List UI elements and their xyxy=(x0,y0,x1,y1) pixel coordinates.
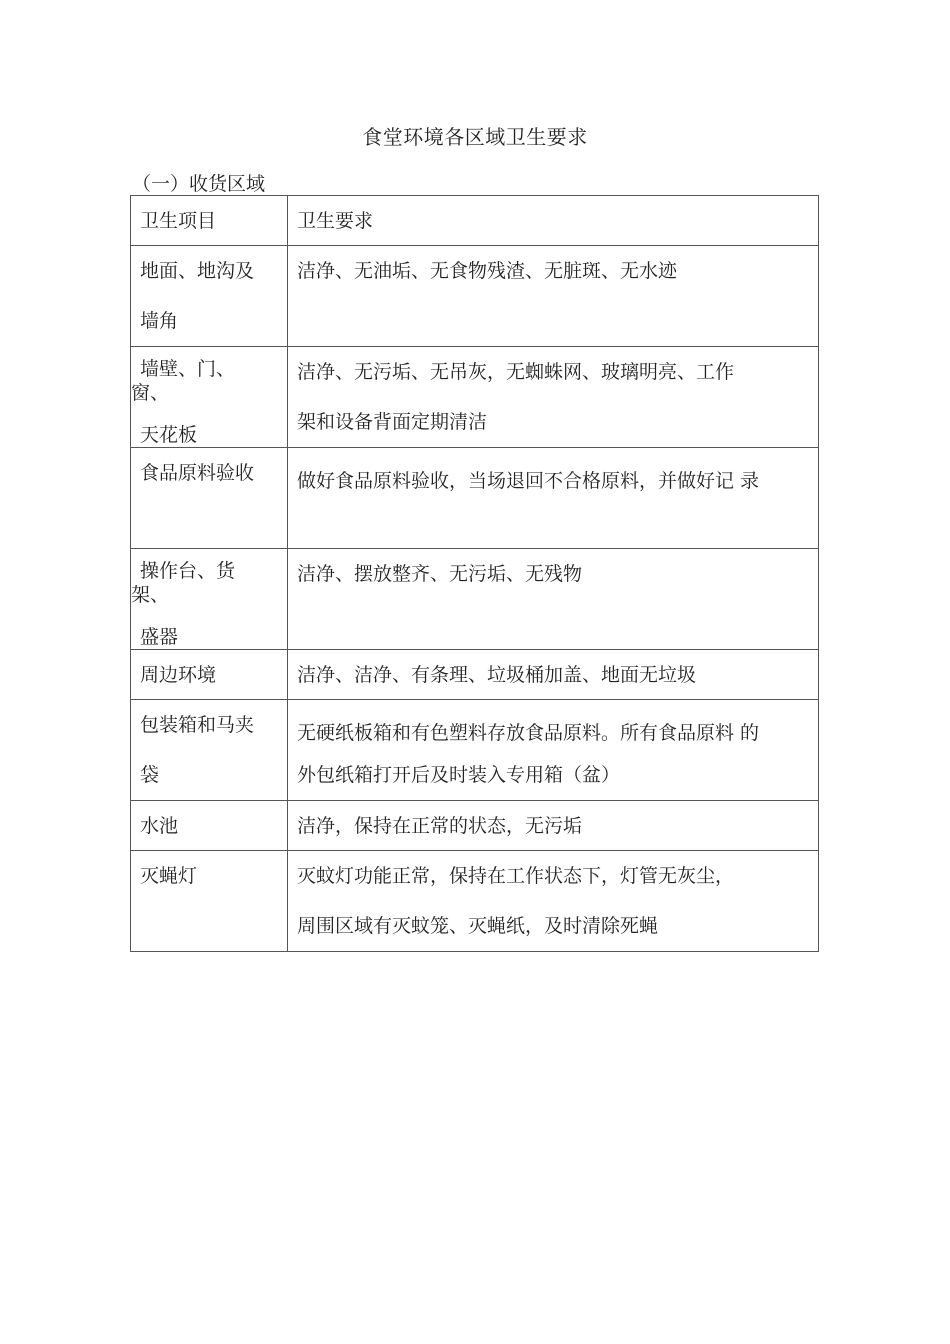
item-text: 盛器 xyxy=(140,626,179,648)
requirement-cell xyxy=(288,448,819,549)
hygiene-requirements-table xyxy=(130,195,819,952)
item-cell xyxy=(131,851,288,952)
item-text: 窗、 xyxy=(131,382,170,404)
requirement-text: 外包纸箱打开后及时装入专用箱（盆） xyxy=(297,764,621,786)
table-row xyxy=(131,347,819,448)
item-cell xyxy=(131,650,288,700)
requirement-cell xyxy=(288,801,819,851)
item-text: 袋 xyxy=(140,764,160,786)
requirement-cell xyxy=(288,347,819,448)
item-text: 食品原料验收 xyxy=(140,462,255,484)
item-text: 地面、地沟及 xyxy=(140,260,255,282)
item-cell xyxy=(131,801,288,851)
item-text: 水池 xyxy=(140,815,179,837)
item-cell xyxy=(131,448,288,549)
requirement-text: 架和设备背面定期清洁 xyxy=(297,411,488,433)
table-row xyxy=(131,801,819,851)
item-text: 操作台、货 xyxy=(140,560,236,582)
table-row xyxy=(131,700,819,801)
table-row xyxy=(131,246,819,347)
requirement-text: 做好食品原料验收，当场退回不合格原料，并做好记 录 xyxy=(297,470,760,492)
item-text: 墙角 xyxy=(140,310,179,332)
item-text: 天花板 xyxy=(140,424,198,446)
requirement-text: 灭蚊灯功能正常，保持在工作状态下，灯管无灰尘， xyxy=(297,865,735,887)
table-row xyxy=(131,448,819,549)
table-header-row xyxy=(131,196,819,246)
requirement-text: 洁净、摆放整齐、无污垢、无残物 xyxy=(297,563,583,585)
item-text: 墙壁、门、 xyxy=(140,358,236,380)
item-cell xyxy=(131,549,288,650)
requirement-text: 洁净、洁净、有条理、垃圾桶加盖、地面无垃圾 xyxy=(297,664,697,686)
item-text: 灭蝇灯 xyxy=(140,865,198,887)
requirement-text: 洁净，保持在正常的状态，无污垢 xyxy=(297,815,583,837)
item-text: 架、 xyxy=(131,584,170,606)
header-requirement-label: 卫生要求 xyxy=(297,210,374,232)
requirement-text: 洁净、无油垢、无食物残渣、无脏斑、无水迹 xyxy=(297,260,678,282)
item-cell xyxy=(131,700,288,801)
requirement-text: 洁净、无污垢、无吊灰，无蜘蛛网、玻璃明亮、工作 xyxy=(297,361,735,383)
header-item-label: 卫生项目 xyxy=(140,210,217,232)
requirement-text: 无硬纸板箱和有色塑料存放食品原料。所有食品原料 的 xyxy=(297,722,760,744)
section-heading: （一）收货区域 xyxy=(132,173,266,195)
document-title: 食堂环境各区域卫生要求 xyxy=(362,125,588,149)
header-item xyxy=(131,196,288,246)
header-requirement xyxy=(288,196,819,246)
table-row xyxy=(131,851,819,952)
item-text: 包装箱和马夹 xyxy=(140,714,255,736)
requirement-text: 周围区域有灭蚊笼、灭蝇纸，及时清除死蝇 xyxy=(297,915,659,937)
item-text: 周边环境 xyxy=(140,664,217,686)
table-row xyxy=(131,549,819,650)
requirement-cell xyxy=(288,700,819,801)
table-row xyxy=(131,650,819,700)
item-cell xyxy=(131,246,288,347)
requirement-cell xyxy=(288,650,819,700)
item-cell xyxy=(131,347,288,448)
requirement-cell xyxy=(288,246,819,347)
requirement-cell xyxy=(288,851,819,952)
requirement-cell xyxy=(288,549,819,650)
